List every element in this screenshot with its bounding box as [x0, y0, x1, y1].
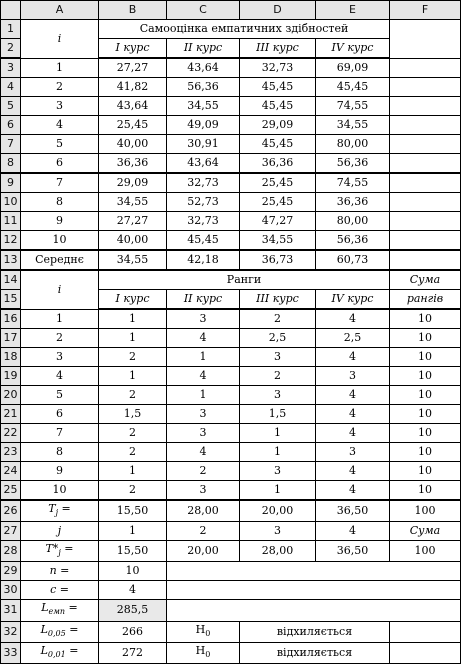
- row-header-6[interactable]: 6: [1, 116, 21, 135]
- cell-b6[interactable]: 25,45: [99, 116, 167, 135]
- cell-d21[interactable]: 1,5: [240, 405, 316, 424]
- cell-d8[interactable]: 36,36: [240, 154, 316, 174]
- cell-c17[interactable]: 4: [167, 329, 240, 348]
- cell-c28-tstar[interactable]: 20,00: [167, 541, 240, 562]
- cell-e27-j[interactable]: 4: [316, 522, 390, 541]
- cell-b25[interactable]: 2: [99, 481, 167, 501]
- l001-label-sub: 0,01: [47, 649, 66, 659]
- row-header-26[interactable]: 26: [1, 500, 21, 522]
- cell-d5[interactable]: 45,45: [240, 97, 316, 116]
- cell-e5[interactable]: 74,55: [316, 97, 390, 116]
- cell-f13[interactable]: [390, 250, 461, 270]
- cell-a18[interactable]: 3: [21, 348, 99, 367]
- cell-e6[interactable]: 34,55: [316, 116, 390, 135]
- select-all-corner[interactable]: [1, 1, 21, 20]
- row-1: [1, 20, 461, 39]
- cell-e16[interactable]: 4: [316, 309, 390, 329]
- column-header-a[interactable]: A: [21, 1, 99, 20]
- cell-b27-j[interactable]: 1: [99, 522, 167, 541]
- cell-a20[interactable]: 5: [21, 386, 99, 405]
- column-header-d[interactable]: D: [240, 1, 316, 20]
- l001-label-main: L: [40, 643, 48, 657]
- cell-c20[interactable]: 1: [167, 386, 240, 405]
- cell-f5[interactable]: [390, 97, 461, 116]
- cell-f27-sum-label[interactable]: Сума: [390, 522, 461, 541]
- tj-label-main: T: [48, 502, 56, 515]
- cell-d25[interactable]: 1: [240, 481, 316, 501]
- cell-a24[interactable]: 9: [21, 462, 99, 481]
- cell-a27-j-label[interactable]: j: [21, 522, 99, 541]
- cell-e12[interactable]: 56,36: [316, 231, 390, 251]
- row-header-2[interactable]: 2: [1, 39, 21, 59]
- row-header-18[interactable]: 18: [1, 348, 21, 367]
- cell-c3[interactable]: 43,64: [167, 58, 240, 78]
- l005-label-main: L: [40, 622, 48, 636]
- cell-e17[interactable]: 2,5: [316, 329, 390, 348]
- cell-f9[interactable]: [390, 173, 461, 193]
- cell-b2-course[interactable]: I курс: [99, 39, 167, 59]
- tj-label-eq: =: [58, 502, 71, 515]
- lemp-label-sub: емп: [48, 607, 66, 617]
- cell-f3[interactable]: [390, 58, 461, 78]
- cell-f6[interactable]: [390, 116, 461, 135]
- cell-b4[interactable]: 41,82: [99, 78, 167, 97]
- cell-b13-mean[interactable]: 34,55: [99, 250, 167, 270]
- row-header-5[interactable]: 5: [1, 97, 21, 116]
- table-row: [1, 231, 461, 251]
- h0-main: H: [195, 643, 206, 657]
- cell-a23[interactable]: 8: [21, 443, 99, 462]
- row-header-12[interactable]: 12: [1, 231, 21, 251]
- cell-d17[interactable]: 2,5: [240, 329, 316, 348]
- cell-b29-n[interactable]: 10: [99, 562, 167, 581]
- cell-f1[interactable]: [390, 20, 461, 59]
- cell-a29-n-label[interactable]: n =: [21, 562, 99, 581]
- cell-c24[interactable]: 2: [167, 462, 240, 481]
- cell-e15-course[interactable]: IV курс: [316, 290, 390, 310]
- cell-f4[interactable]: [390, 78, 461, 97]
- cell-d13-mean[interactable]: 36,73: [240, 250, 316, 270]
- cell-a10[interactable]: 8: [21, 193, 99, 212]
- cell-f25[interactable]: 10: [390, 481, 461, 501]
- cell-e8[interactable]: 56,36: [316, 154, 390, 174]
- table-row: [1, 97, 461, 116]
- cell-f23[interactable]: 10: [390, 443, 461, 462]
- cell-c8[interactable]: 43,64: [167, 154, 240, 174]
- cell-f33-empty[interactable]: [390, 642, 461, 663]
- tj-label-sub: j: [55, 508, 59, 518]
- lemp-label-main: L: [41, 601, 49, 615]
- lemp-label-eq: =: [65, 601, 78, 615]
- cell-b32-l005[interactable]: 266: [99, 621, 167, 642]
- cell-a8[interactable]: 6: [21, 154, 99, 174]
- cell-a12[interactable]: 10: [21, 231, 99, 251]
- row-14: [1, 270, 461, 290]
- cell-f16[interactable]: 10: [390, 309, 461, 329]
- cell-b31-lemp[interactable]: 285,5: [99, 600, 167, 621]
- cell-b7[interactable]: 40,00: [99, 135, 167, 154]
- cell-e18[interactable]: 4: [316, 348, 390, 367]
- cell-a9[interactable]: 7: [21, 173, 99, 193]
- cell-d18[interactable]: 3: [240, 348, 316, 367]
- cell-b26-tj[interactable]: 15,50: [99, 500, 167, 522]
- cell-e7[interactable]: 80,00: [316, 135, 390, 154]
- cell-c22[interactable]: 3: [167, 424, 240, 443]
- cell-f19[interactable]: 10: [390, 367, 461, 386]
- cell-e24[interactable]: 4: [316, 462, 390, 481]
- cell-c26-tj[interactable]: 28,00: [167, 500, 240, 522]
- cell-c4[interactable]: 56,36: [167, 78, 240, 97]
- row-26: [1, 500, 461, 522]
- table-row: [1, 78, 461, 97]
- table-row: [1, 309, 461, 329]
- row-header-22[interactable]: 22: [1, 424, 21, 443]
- table-row: [1, 58, 461, 78]
- cell-a21[interactable]: 6: [21, 405, 99, 424]
- cell-a22[interactable]: 7: [21, 424, 99, 443]
- cell-d7[interactable]: 45,45: [240, 135, 316, 154]
- cell-d32-rejected[interactable]: відхиляється: [240, 621, 390, 642]
- row-header-14[interactable]: 14: [1, 270, 21, 290]
- cell-d6[interactable]: 29,09: [240, 116, 316, 135]
- cell-b24[interactable]: 1: [99, 462, 167, 481]
- row-header-29[interactable]: 29: [1, 562, 21, 581]
- cell-c16[interactable]: 3: [167, 309, 240, 329]
- column-header-row: [1, 1, 461, 20]
- cell-e13-mean[interactable]: 60,73: [316, 250, 390, 270]
- cell-f26-tj-total[interactable]: 100: [390, 500, 461, 522]
- cell-e21[interactable]: 4: [316, 405, 390, 424]
- cell-c9[interactable]: 32,73: [167, 173, 240, 193]
- column-header-b[interactable]: B: [99, 1, 167, 20]
- cell-d16[interactable]: 2: [240, 309, 316, 329]
- row-13: [1, 250, 461, 270]
- h0-main: H: [195, 622, 206, 636]
- cell-e22[interactable]: 4: [316, 424, 390, 443]
- cell-f12[interactable]: [390, 231, 461, 251]
- row-header-20[interactable]: 20: [1, 386, 21, 405]
- row-header-32[interactable]: 32: [1, 621, 21, 642]
- table-row: [1, 212, 461, 231]
- cell-e20[interactable]: 4: [316, 386, 390, 405]
- cell-f20[interactable]: 10: [390, 386, 461, 405]
- cell-c21[interactable]: 3: [167, 405, 240, 424]
- cell-b33-l001[interactable]: 272: [99, 642, 167, 663]
- row-header-17[interactable]: 17: [1, 329, 21, 348]
- cell-c27-j[interactable]: 2: [167, 522, 240, 541]
- table-row: [1, 386, 461, 405]
- cell-a6[interactable]: 4: [21, 116, 99, 135]
- cell-e10[interactable]: 36,36: [316, 193, 390, 212]
- cell-d24[interactable]: 3: [240, 462, 316, 481]
- cell-d4[interactable]: 45,45: [240, 78, 316, 97]
- row-header-28[interactable]: 28: [1, 541, 21, 562]
- cell-b14-ranks-title[interactable]: Ранги: [99, 270, 390, 290]
- tstar-label-main: T*: [45, 542, 59, 556]
- cell-a5[interactable]: 3: [21, 97, 99, 116]
- row-header-31[interactable]: 31: [1, 600, 21, 621]
- cell-d2-course[interactable]: III курс: [240, 39, 316, 59]
- cell-f11[interactable]: [390, 212, 461, 231]
- row-header-21[interactable]: 21: [1, 405, 21, 424]
- row-header-25[interactable]: 25: [1, 481, 21, 501]
- cell-d28-tstar[interactable]: 28,00: [240, 541, 316, 562]
- row-header-13[interactable]: 13: [1, 250, 21, 270]
- table-row: [1, 173, 461, 193]
- table-row: [1, 424, 461, 443]
- row-header-3[interactable]: 3: [1, 58, 21, 78]
- cell-e4[interactable]: 45,45: [316, 78, 390, 97]
- cell-c15-course[interactable]: II курс: [167, 290, 240, 310]
- table-row: [1, 462, 461, 481]
- table-row: [1, 116, 461, 135]
- cell-f15-ranks-label[interactable]: рангів: [390, 290, 461, 310]
- cell-a7[interactable]: 5: [21, 135, 99, 154]
- l001-label-eq: =: [65, 643, 79, 657]
- cell-c11[interactable]: 32,73: [167, 212, 240, 231]
- cell-c5[interactable]: 34,55: [167, 97, 240, 116]
- table-row: [1, 348, 461, 367]
- cell-e25[interactable]: 4: [316, 481, 390, 501]
- cell-c31-empty[interactable]: [167, 600, 461, 621]
- row-header-9[interactable]: 9: [1, 173, 21, 193]
- cell-b5[interactable]: 43,64: [99, 97, 167, 116]
- cell-d20[interactable]: 3: [240, 386, 316, 405]
- cell-a30-c-label[interactable]: c =: [21, 581, 99, 600]
- row-header-19[interactable]: 19: [1, 367, 21, 386]
- cell-f14-sum-label[interactable]: Сума: [390, 270, 461, 290]
- cell-c18[interactable]: 1: [167, 348, 240, 367]
- cell-b8[interactable]: 36,36: [99, 154, 167, 174]
- row-header-1[interactable]: 1: [1, 20, 21, 39]
- cell-f8[interactable]: [390, 154, 461, 174]
- cell-a14-label-i[interactable]: i: [21, 270, 99, 309]
- cell-c13-mean[interactable]: 42,18: [167, 250, 240, 270]
- cell-b3[interactable]: 27,27: [99, 58, 167, 78]
- table-row: [1, 443, 461, 462]
- row-header-16[interactable]: 16: [1, 309, 21, 329]
- row-30: [1, 581, 461, 600]
- tstar-label-sub: j: [58, 548, 61, 558]
- section2-rows: [1, 309, 461, 500]
- cell-c23[interactable]: 4: [167, 443, 240, 462]
- cell-f22[interactable]: 10: [390, 424, 461, 443]
- cell-c25[interactable]: 3: [167, 481, 240, 501]
- cell-f17[interactable]: 10: [390, 329, 461, 348]
- row-header-10[interactable]: 10: [1, 193, 21, 212]
- cell-b19[interactable]: 1: [99, 367, 167, 386]
- column-header-f[interactable]: F: [390, 1, 461, 20]
- cell-e28-tstar[interactable]: 36,50: [316, 541, 390, 562]
- cell-d33-rejected[interactable]: відхиляється: [240, 642, 390, 663]
- row-header-23[interactable]: 23: [1, 443, 21, 462]
- cell-a17[interactable]: 2: [21, 329, 99, 348]
- cell-d9[interactable]: 25,45: [240, 173, 316, 193]
- cell-b20[interactable]: 2: [99, 386, 167, 405]
- cell-c6[interactable]: 49,09: [167, 116, 240, 135]
- cell-e9[interactable]: 74,55: [316, 173, 390, 193]
- cell-b21[interactable]: 1,5: [99, 405, 167, 424]
- cell-a13-mean-label[interactable]: Середнє: [21, 250, 99, 270]
- cell-a31-lemp-label[interactable]: [21, 600, 99, 621]
- row-27: [1, 522, 461, 541]
- column-header-c[interactable]: C: [167, 1, 240, 20]
- row-header-24[interactable]: 24: [1, 462, 21, 481]
- cell-e19[interactable]: 3: [316, 367, 390, 386]
- table-row: [1, 367, 461, 386]
- cell-f21[interactable]: 10: [390, 405, 461, 424]
- cell-c2-course[interactable]: II курс: [167, 39, 240, 59]
- table-row: [1, 481, 461, 501]
- cell-b22[interactable]: 2: [99, 424, 167, 443]
- cell-a28-tstar-label[interactable]: [21, 541, 99, 562]
- cell-f24[interactable]: 10: [390, 462, 461, 481]
- row-header-27[interactable]: 27: [1, 522, 21, 541]
- cell-c30-empty[interactable]: [167, 581, 461, 600]
- cell-c7[interactable]: 30,91: [167, 135, 240, 154]
- cell-c29-empty[interactable]: [167, 562, 461, 581]
- row-33: [1, 642, 461, 663]
- row-header-15[interactable]: 15: [1, 290, 21, 310]
- cell-a3[interactable]: 1: [21, 58, 99, 78]
- cell-d11[interactable]: 47,27: [240, 212, 316, 231]
- cell-b30-c[interactable]: 4: [99, 581, 167, 600]
- section1-rows: [1, 58, 461, 250]
- cell-a19[interactable]: 4: [21, 367, 99, 386]
- cell-e23[interactable]: 3: [316, 443, 390, 462]
- cell-b10[interactable]: 34,55: [99, 193, 167, 212]
- cell-a26-tj-label[interactable]: [21, 500, 99, 522]
- tstar-label-eq: =: [60, 542, 74, 556]
- cell-d23[interactable]: 1: [240, 443, 316, 462]
- cell-b9[interactable]: 29,09: [99, 173, 167, 193]
- cell-e2-course[interactable]: IV курс: [316, 39, 390, 59]
- cell-b16[interactable]: 1: [99, 309, 167, 329]
- table-row: [1, 154, 461, 174]
- h0-sub: 0: [205, 649, 211, 659]
- row-header-7[interactable]: 7: [1, 135, 21, 154]
- cell-b18[interactable]: 2: [99, 348, 167, 367]
- cell-b12[interactable]: 40,00: [99, 231, 167, 251]
- row-header-11[interactable]: 11: [1, 212, 21, 231]
- table-row: [1, 135, 461, 154]
- cell-f7[interactable]: [390, 135, 461, 154]
- cell-a33-l001-label[interactable]: [21, 642, 99, 663]
- l005-label-eq: =: [65, 622, 79, 636]
- column-header-e[interactable]: E: [316, 1, 390, 20]
- cell-f28-tstar-total[interactable]: 100: [390, 541, 461, 562]
- cell-d26-tj[interactable]: 20,00: [240, 500, 316, 522]
- cell-d15-course[interactable]: III курс: [240, 290, 316, 310]
- cell-b28-tstar[interactable]: 15,50: [99, 541, 167, 562]
- cell-c10[interactable]: 52,73: [167, 193, 240, 212]
- cell-a1-label-i[interactable]: i: [21, 20, 99, 59]
- cell-a11[interactable]: 9: [21, 212, 99, 231]
- cell-f10[interactable]: [390, 193, 461, 212]
- row-header-30[interactable]: 30: [1, 581, 21, 600]
- cell-e26-tj[interactable]: 36,50: [316, 500, 390, 522]
- row-header-8[interactable]: 8: [1, 154, 21, 174]
- row-header-4[interactable]: 4: [1, 78, 21, 97]
- cell-a4[interactable]: 2: [21, 78, 99, 97]
- cell-d10[interactable]: 25,45: [240, 193, 316, 212]
- cell-d22[interactable]: 1: [240, 424, 316, 443]
- cell-b11[interactable]: 27,27: [99, 212, 167, 231]
- l005-label-sub: 0,05: [47, 628, 66, 638]
- cell-c19[interactable]: 4: [167, 367, 240, 386]
- row-29: [1, 562, 461, 581]
- table-row: [1, 405, 461, 424]
- cell-d27-j[interactable]: 3: [240, 522, 316, 541]
- cell-a25[interactable]: 10: [21, 481, 99, 501]
- cell-a16[interactable]: 1: [21, 309, 99, 329]
- row-header-33[interactable]: 33: [1, 642, 21, 663]
- table-row: [1, 329, 461, 348]
- cell-e11[interactable]: 80,00: [316, 212, 390, 231]
- cell-e3[interactable]: 69,09: [316, 58, 390, 78]
- cell-d19[interactable]: 2: [240, 367, 316, 386]
- row-31: [1, 600, 461, 621]
- table-row: [1, 193, 461, 212]
- cell-c12[interactable]: 45,45: [167, 231, 240, 251]
- cell-b17[interactable]: 1: [99, 329, 167, 348]
- h0-sub: 0: [205, 628, 211, 638]
- cell-b23[interactable]: 2: [99, 443, 167, 462]
- cell-b1-section-title[interactable]: Самооцінка емпатичних здібностей: [99, 20, 390, 39]
- cell-c33-h0[interactable]: [167, 642, 240, 663]
- cell-b15-course[interactable]: I курс: [99, 290, 167, 310]
- cell-f18[interactable]: 10: [390, 348, 461, 367]
- cell-d12[interactable]: 34,55: [240, 231, 316, 251]
- row-28: [1, 541, 461, 562]
- cell-d3[interactable]: 32,73: [240, 58, 316, 78]
